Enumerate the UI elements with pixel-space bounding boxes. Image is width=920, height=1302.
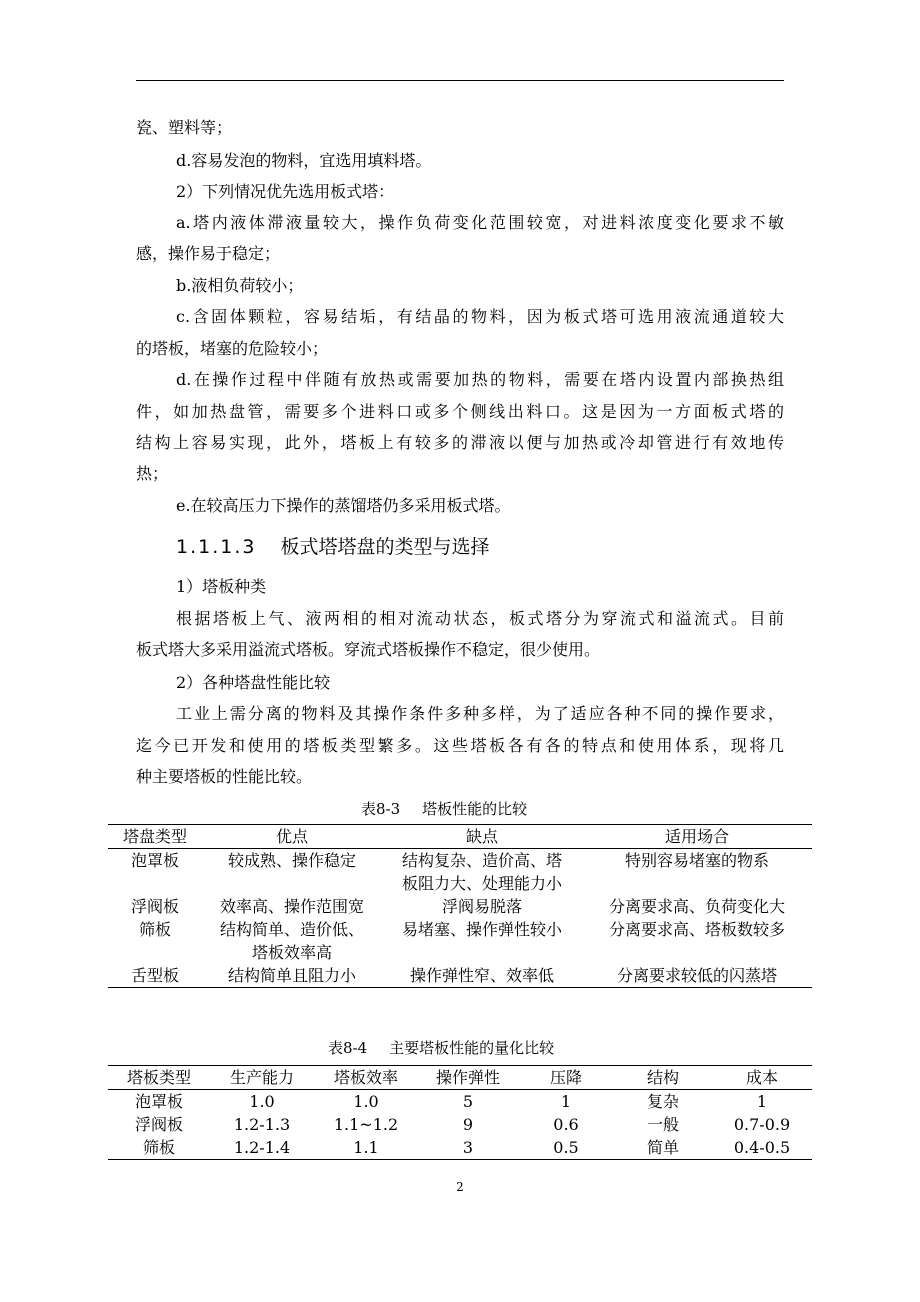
table-cell: 筛板 [138, 920, 171, 939]
table-header-cell: 优点 [202, 825, 382, 849]
paragraph-line: d.容易发泡的物料，宜选用填料塔。 [176, 151, 432, 170]
table-header-cell: 塔板类型 [108, 1066, 210, 1090]
paragraph-line: 2）各种塔盘性能比较 [176, 673, 331, 692]
table-caption-title: 塔板性能的比较 [422, 800, 528, 818]
paragraph-line: 1）塔板种类 [176, 577, 267, 596]
table-cell: 1.2-1.3 [233, 1115, 291, 1134]
table-cell: 分离要求高、塔板数较多 [608, 920, 785, 939]
table-header-cell: 生产能力 [210, 1066, 314, 1090]
table-header-row [108, 825, 812, 849]
table-cell: 浮阀板 [130, 897, 179, 916]
cell-line: 塔板效率高 [251, 943, 332, 962]
page-number: 2 [456, 1180, 464, 1194]
table-cell: 3 [418, 1136, 518, 1160]
paragraph-line: 感，操作易于稳定； [136, 244, 281, 263]
paragraph-line: 的塔板，堵塞的危险较小； [136, 339, 329, 358]
table-caption-title: 主要塔板性能的量化比较 [389, 1039, 555, 1057]
section-title: 板式塔塔盘的类型与选择 [280, 536, 490, 558]
section-heading [176, 535, 490, 559]
table-cell: 5 [462, 1092, 474, 1111]
table-header-cell: 塔板效率 [314, 1066, 418, 1090]
paragraph-line: 件，如加热盘管，需要多个进料口或多个侧线出料口。这是因为一方面板式塔的 [136, 402, 784, 421]
table-cell: 1.0 [353, 1092, 379, 1111]
table-cell: 1.1~1.2 [333, 1115, 399, 1134]
table-cell: 简单 [614, 1136, 712, 1160]
table-cell: 1.2-1.4 [210, 1136, 314, 1160]
paragraph-line: c.含固体颗粒，容易结垢，有结晶的物料，因为板式塔可选用液流通道较大 [176, 307, 784, 326]
table-cell: 较成熟、操作稳定 [227, 851, 356, 870]
table-caption-number: 表8-4 [328, 1039, 368, 1057]
table-cell: 泡罩板 [130, 851, 179, 870]
paragraph-line: e.在较高压力下操作的蒸馏塔仍多采用板式塔。 [176, 496, 511, 515]
table-cell [202, 918, 382, 964]
cell-line: 板阻力大、处理能力小 [401, 874, 562, 893]
table-cell: 浮阀易脱落 [441, 897, 522, 916]
table-row [108, 1113, 812, 1136]
table-header-cell: 塔盘类型 [108, 825, 202, 849]
table-cell: 操作弹性窄、效率低 [382, 964, 582, 988]
section-number: 1.1.1.3 [176, 536, 257, 558]
table-header-cell: 成本 [712, 1066, 812, 1090]
paragraph-line: 瓷、塑料等； [136, 118, 233, 137]
table-cell: 1.0 [249, 1092, 275, 1111]
table-cell: 效率高、操作范围宽 [219, 897, 364, 916]
table-cell: 筛板 [108, 1136, 210, 1160]
paragraph-line: 种主要塔板的性能比较。 [136, 767, 313, 786]
table-row [108, 918, 812, 964]
cell-line: 结构简单、造价低、 [219, 920, 364, 939]
table-header-cell: 压降 [518, 1066, 614, 1090]
paragraph-line: 2）下列情况优先选用板式塔： [176, 182, 395, 201]
tray-quantitative-table [108, 1065, 812, 1160]
table-header-cell: 缺点 [382, 825, 582, 849]
paragraph-line: 工业上需分离的物料及其操作条件多种多样，为了适应各种不同的操作要求， [176, 704, 784, 723]
table-caption-number: 表8-3 [361, 800, 401, 818]
table-header-cell: 操作弹性 [418, 1066, 518, 1090]
table-cell: 舌型板 [108, 964, 202, 988]
table-cell: 分离要求较低的闪蒸塔 [582, 964, 812, 988]
tray-comparison-table [108, 824, 812, 988]
paragraph-line: d.在操作过程中伴随有放热或需要加热的物料，需要在塔内设置内部换热组 [176, 370, 784, 389]
table-caption [361, 799, 527, 819]
table-caption [328, 1038, 554, 1058]
paragraph-line: 热； [136, 464, 169, 483]
table-row [108, 1136, 812, 1160]
table-header-cell: 结构 [614, 1066, 712, 1090]
table-cell: 浮阀板 [134, 1115, 183, 1134]
paragraph-line: 结构上容易实现，此外，塔板上有较多的滞液以便与加热或冷却管进行有效地传 [136, 433, 784, 452]
table-cell: 0.5 [518, 1136, 614, 1160]
table-header-row [108, 1066, 812, 1090]
table-cell: 特别容易堵塞的物系 [624, 851, 769, 870]
header-rule [136, 80, 784, 81]
table-row [108, 1090, 812, 1114]
cell-line: 结构复杂、造价高、塔 [401, 851, 562, 870]
paragraph-line: b.液相负荷较小； [176, 276, 304, 295]
table-cell [382, 849, 582, 896]
table-row [108, 964, 812, 988]
table-row [108, 849, 812, 896]
table-cell: 1 [560, 1092, 572, 1111]
paragraph-line: 根据塔板上气、液两相的相对流动状态，板式塔分为穿流式和溢流式。目前 [176, 609, 784, 628]
table-cell: 1.1 [314, 1136, 418, 1160]
table-cell: 一般 [646, 1115, 679, 1134]
paragraph-line: 板式塔大多采用溢流式塔板。穿流式塔板操作不稳定，很少使用。 [136, 640, 601, 659]
table-cell: 结构简单且阻力小 [202, 964, 382, 988]
paragraph-line: a.塔内液体滞液量较大，操作负荷变化范围较宽，对进料浓度变化要求不敏 [176, 213, 784, 232]
table-cell: 9 [462, 1115, 474, 1134]
table-cell: 分离要求高、负荷变化大 [608, 897, 785, 916]
paragraph-line: 迄今已开发和使用的塔板类型繁多。这些塔板各有各的特点和使用体系，现将几 [136, 736, 784, 755]
table-row [108, 895, 812, 918]
table-cell: 复杂 [646, 1092, 679, 1111]
table-cell: 0.7-0.9 [733, 1115, 791, 1134]
table-cell: 泡罩板 [134, 1092, 183, 1111]
table-cell: 1 [756, 1092, 768, 1111]
table-cell: 0.4-0.5 [712, 1136, 812, 1160]
table-cell: 0.6 [553, 1115, 579, 1134]
table-cell: 易堵塞、操作弹性较小 [401, 920, 562, 939]
table-header-cell: 适用场合 [582, 825, 812, 849]
